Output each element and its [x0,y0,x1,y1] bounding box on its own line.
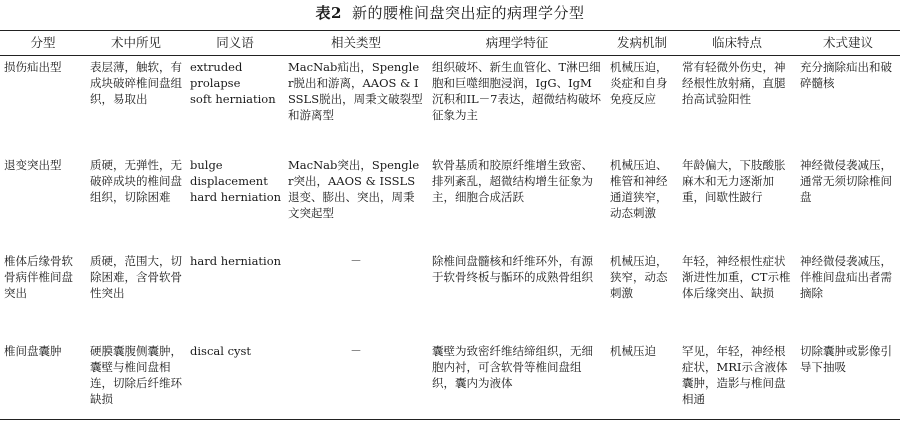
header-cell-mechanism: 发病机制 [606,31,678,56]
cell-type: 椎体后缘骨软骨病伴椎间盘突出 [4,254,73,300]
header-row [0,31,900,56]
header-cell-pathology: 病理学特征 [428,31,606,56]
table-row [0,340,900,420]
cell-pathology: 囊壁为致密纤维结缔组织，无细胞内衬，可含软骨等椎间盘组织，囊内为液体 [428,340,606,420]
cell-type: 退变突出型 [4,158,62,172]
header-cell-clinical: 临床特点 [678,31,796,56]
table-caption [0,3,900,23]
cell-surgery: 充分摘除疝出和破碎髓核 [800,60,892,90]
cell-findings: 表层薄，触软，有成块破碎椎间盘组织，易取出 [90,60,182,106]
cell-findings: 硬膜囊腹侧囊肿，囊壁与椎间盘相连，切除后纤维环缺损 [86,340,186,420]
table-row [0,56,900,155]
cell-surgery: 切除囊肿或影像引导下抽吸 [796,340,900,420]
cell-synonyms [186,250,284,340]
cell-synonyms [186,340,284,420]
synonym: hard herniation [190,254,282,268]
synonym: bulge [190,158,223,172]
cell-type: 损伤疝出型 [4,60,62,74]
header-cell-related: 相关类型 [284,31,428,56]
header-cell-synonyms: 同义语 [186,31,284,56]
cell-pathology: 软骨基质和胶原纤维增生致密、排列紊乱，超微结构增生征象为主，细胞合成活跃 [432,158,593,204]
cell-mechanism: 机械压迫，炎症和自身免疫反应 [610,60,668,106]
cell-findings: 质硬，范围大，切除困难，含骨软骨性突出 [90,254,182,300]
table-row [0,250,900,340]
cell-related: MacNab突出，Spengler突出，AAOS & ISSLS退变、膨出、突出，周秉文突起型 [288,158,420,220]
cell-mechanism: 机械压迫、椎管和神经通道狭窄，动态刺激 [610,158,668,220]
cell-clinical: 年龄偏大，下肢酸胀麻木和无力逐渐加重，间歇性跛行 [682,158,786,204]
synonym: prolapse [190,76,241,90]
cell-synonyms [186,154,284,250]
synonym: extruded [190,60,243,74]
table-number: 表2 [315,4,342,22]
cell-pathology: 组织破坏、新生血管化、T淋巴细胞和巨噬细胞浸润，IgG、IgM沉积和IL－7表达，超微结构破坏征象为主 [432,60,601,122]
cell-surgery: 神经微侵袭减压，通常无须切除椎间盘 [800,158,892,204]
header-cell-type: 分型 [0,31,86,56]
header-cell-surgery: 术式建议 [796,31,900,56]
cell-type: 椎间盘囊肿 [0,340,86,420]
table-title: 新的腰椎间盘突出症的病理学分型 [351,4,585,22]
synonym: hard herniation [190,190,282,204]
synonym: soft herniation [190,92,276,106]
cell-synonyms [186,56,284,155]
cell-clinical: 年轻，神经根性症状渐进性加重，CT示椎体后缘突出、缺损 [682,254,791,300]
cell-related: MacNab疝出，Spengler脱出和游离，AAOS & ISSLS脱出，周秉文破裂型和游离型 [288,60,423,122]
cell-surgery: 神经微侵袭减压，伴椎间盘疝出者需摘除 [800,254,892,300]
cell-findings: 质硬，无弹性，无破碎成块的椎间盘组织，切除困难 [90,158,182,204]
synonym: discal cyst [190,344,252,358]
pathology-classification-table [0,30,900,420]
cell-related: － [284,340,428,420]
cell-clinical: 常有轻微外伤史，神经根性放射痛，直腿抬高试验阳性 [682,60,786,106]
table-row [0,154,900,250]
cell-clinical: 罕见，年轻，神经根症状，MRI示含液体囊肿，造影与椎间盘相通 [678,340,796,420]
cell-mechanism: 机械压迫，狭窄，动态刺激 [610,254,668,300]
cell-mechanism: 机械压迫 [606,340,678,420]
cell-pathology: 除椎间盘髓核和纤维环外，有源于软骨终板与骺环的成熟骨组织 [432,254,593,284]
cell-related: － [350,254,362,268]
header-cell-findings: 术中所见 [86,31,186,56]
synonym: displacement [190,174,268,188]
